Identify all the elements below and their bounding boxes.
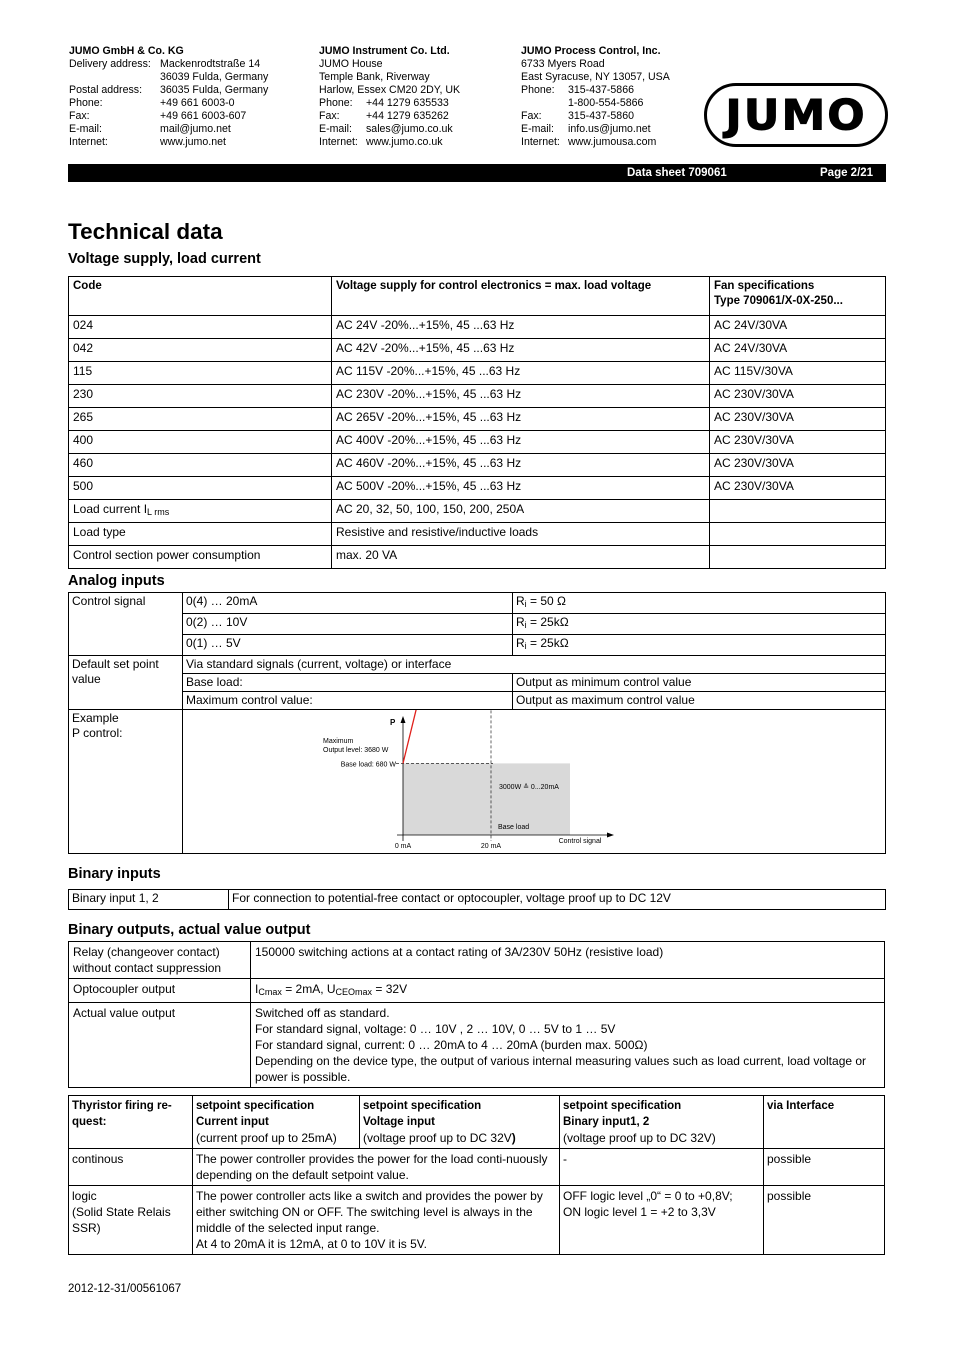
cell-fan: AC 230V/30VA xyxy=(710,454,886,477)
logo-text: JUMO xyxy=(725,90,867,140)
x-axis-arrow xyxy=(607,833,614,838)
header-line: setpoint specification xyxy=(363,1100,482,1112)
label-subscript: L rms xyxy=(147,507,170,517)
fan-title: Fan specifications xyxy=(714,280,815,292)
datasheet-bar xyxy=(68,164,886,182)
opto-sub: CEOmax xyxy=(335,987,373,997)
fax-label: Fax: xyxy=(521,110,542,122)
address-line: 6733 Myers Road xyxy=(521,58,605,70)
address-label: Delivery address: xyxy=(69,58,151,70)
cell-resistance xyxy=(513,593,886,614)
company-name: JUMO Instrument Co. Ltd. xyxy=(319,45,450,57)
header-col-usa xyxy=(521,45,670,149)
cell-default-label: Default set point value xyxy=(69,656,183,710)
datasheet-number: Data sheet 709061 xyxy=(627,167,727,179)
header-line: setpoint specification xyxy=(563,1100,682,1112)
cell-relay-label xyxy=(69,942,251,979)
header-line: Voltage input xyxy=(363,1116,435,1128)
r-symbol: R xyxy=(516,636,525,650)
header-binary-input xyxy=(560,1096,764,1149)
base-load-label: Base load: 680 W xyxy=(340,761,396,769)
cell-load-type-label: Load type xyxy=(69,523,332,546)
header-fan xyxy=(710,277,886,316)
email-value: mail@jumo.net xyxy=(160,123,231,135)
header-line: (voltage proof up to DC 32V) xyxy=(563,1131,716,1145)
cell-logic-interface: possible xyxy=(764,1186,885,1255)
cell-actual-label: Actual value output xyxy=(69,1003,251,1088)
company-name: JUMO GmbH & Co. KG xyxy=(69,45,184,57)
table-row xyxy=(69,692,886,710)
binary-inputs-table xyxy=(68,889,886,910)
address-line: East Syracuse, NY 13057, USA xyxy=(521,71,670,83)
cell-signal: 0(2) … 10V xyxy=(183,614,513,635)
cell-max-label: Maximum control value: xyxy=(183,692,513,710)
header-line: (current proof up to 25mA) xyxy=(196,1131,337,1145)
cell-power-label: Control section power consumption xyxy=(69,546,332,569)
table-row xyxy=(69,614,886,635)
logic-line: OFF logic level „0“ = 0 to +0,8V; xyxy=(563,1189,733,1203)
company-name: JUMO Process Control, Inc. xyxy=(521,45,661,57)
cell-fan: AC 230V/30VA xyxy=(710,385,886,408)
example-line: P control: xyxy=(72,726,123,740)
cell-voltage: AC 265V -20%...+15%, 45 ...63 Hz xyxy=(332,408,710,431)
cell-code: 115 xyxy=(69,362,332,385)
table-row xyxy=(69,593,886,614)
cell-logic-text xyxy=(193,1186,560,1255)
table-row xyxy=(69,385,886,408)
r-value: = 25kΩ xyxy=(526,636,569,650)
table-header xyxy=(69,277,886,316)
logic-line: (Solid State Relais SSR) xyxy=(72,1205,171,1235)
address-value: 36039 Fulda, Germany xyxy=(160,71,269,83)
opto-text: I xyxy=(255,982,259,996)
cell-voltage: AC 460V -20%...+15%, 45 ...63 Hz xyxy=(332,454,710,477)
phone-value: +44 1279 635533 xyxy=(366,97,449,109)
section-analog: Analog inputs xyxy=(68,573,165,589)
cell-continuous-text: The power controller provides the power for the load conti-nuously depending on the default setpoint value. xyxy=(193,1149,560,1186)
internet-value: www.jumo.net xyxy=(160,136,226,148)
example-line: Example xyxy=(72,711,119,725)
table-row xyxy=(69,942,885,979)
cell-resistance xyxy=(513,614,886,635)
cell-code: 024 xyxy=(69,316,332,339)
base-area-label: Base load xyxy=(498,824,530,831)
r-value: = 50 Ω xyxy=(526,594,566,608)
opto-sub: Cmax xyxy=(258,987,282,997)
address-value: Mackenrodtstraße 14 xyxy=(160,58,261,70)
phone-label: Phone: xyxy=(69,97,103,109)
x-axis-label: Control signal xyxy=(558,838,602,845)
r-value: = 25kΩ xyxy=(526,615,569,629)
y-axis-arrow xyxy=(401,716,406,723)
cell-code: 042 xyxy=(69,339,332,362)
fax-value: 315-437-5860 xyxy=(568,110,634,122)
cell-signal: 0(1) … 5V xyxy=(183,635,513,656)
cell-voltage: AC 500V -20%...+15%, 45 ...63 Hz xyxy=(332,477,710,500)
internet-value: www.jumousa.com xyxy=(568,136,657,148)
table-row xyxy=(69,431,886,454)
header-paren: ) xyxy=(511,1131,516,1145)
cell-voltage: AC 42V -20%...+15%, 45 ...63 Hz xyxy=(332,339,710,362)
jumo-logo xyxy=(704,83,888,147)
cell-load-type: Resistive and resistive/inductive loads xyxy=(332,523,710,546)
cell-voltage: AC 115V -20%...+15%, 45 ...63 Hz xyxy=(332,362,710,385)
address-label xyxy=(69,71,160,84)
max-output-label: Maximum xyxy=(323,738,354,745)
cell-binary-value: For connection to potential-free contact or optocoupler, voltage proof up to DC 12V xyxy=(229,890,886,910)
base-load-area xyxy=(403,763,570,835)
cell-empty xyxy=(710,523,886,546)
table-row xyxy=(69,408,886,431)
cell-code: 400 xyxy=(69,431,332,454)
header-firing-request: Thyristor firing re-quest: xyxy=(69,1096,193,1149)
cell-code: 230 xyxy=(69,385,332,408)
email-value: info.us@jumo.net xyxy=(568,123,651,135)
section-voltage: Voltage supply, load current xyxy=(68,251,261,267)
logic-line: logic xyxy=(72,1189,97,1203)
header-line: Current input xyxy=(196,1116,269,1128)
cell-voltage: AC 24V -20%...+15%, 45 ...63 Hz xyxy=(332,316,710,339)
y-axis-label: P xyxy=(390,718,396,727)
cell-continuous-binary: - xyxy=(560,1149,764,1186)
table-row xyxy=(69,979,885,1003)
cell-code: 265 xyxy=(69,408,332,431)
cell-fan: AC 230V/30VA xyxy=(710,408,886,431)
logic-line: At 4 to 20mA it is 12mA, at 0 to 10V it is 5V. xyxy=(196,1237,428,1251)
email-label: E-mail: xyxy=(319,123,352,135)
email-label: E-mail: xyxy=(521,123,554,135)
actual-line: For standard signal, voltage: 0 … 10V , 2 … 10V, 0 … 5V to 1 … 5V xyxy=(255,1022,616,1036)
table-row xyxy=(69,454,886,477)
cell-empty xyxy=(710,500,886,523)
cell-fan: AC 24V/30VA xyxy=(710,316,886,339)
page-number: Page 2/21 xyxy=(820,167,874,179)
cell-example-label xyxy=(69,710,183,854)
header-interface: via Interface xyxy=(764,1096,885,1149)
header-current-input xyxy=(193,1096,360,1149)
table-row xyxy=(69,1186,885,1255)
phone-label xyxy=(521,97,568,110)
opto-text: = 32V xyxy=(372,982,408,996)
header-line: setpoint specification xyxy=(196,1100,315,1112)
fax-label: Fax: xyxy=(319,110,340,122)
section-binary-inputs: Binary inputs xyxy=(68,866,161,882)
postal-value: 36035 Fulda, Germany xyxy=(160,84,269,96)
cell-fan: AC 230V/30VA xyxy=(710,477,886,500)
cell-continuous-interface: possible xyxy=(764,1149,885,1186)
max-output-label: Output level: 3680 W xyxy=(323,747,389,754)
cell-fan: AC 230V/30VA xyxy=(710,431,886,454)
table-header xyxy=(69,1096,885,1149)
cell-code: 460 xyxy=(69,454,332,477)
cell-power: max. 20 VA xyxy=(332,546,710,569)
cell-logic-label xyxy=(69,1186,193,1255)
header-line: (voltage proof up to DC 32V xyxy=(363,1131,512,1145)
cell-voltage: AC 230V -20%...+15%, 45 ...63 Hz xyxy=(332,385,710,408)
internet-label: Internet: xyxy=(319,136,358,148)
opto-text: = 2mA, U xyxy=(281,982,336,996)
table-row xyxy=(69,656,886,674)
cell-base-load-value: Output as minimum control value xyxy=(513,674,886,692)
phone-value: +49 661 6003-0 xyxy=(160,97,235,109)
phone-label: Phone: xyxy=(521,84,555,96)
header-line: Binary input1, 2 xyxy=(563,1116,650,1128)
cell-load-current-label xyxy=(69,500,332,523)
relay-line: Relay (changeover contact) xyxy=(73,945,220,959)
equivalence-label: 3000W ≙ 0...20mA xyxy=(499,784,559,791)
cell-opto-label: Optocoupler output xyxy=(69,979,251,1003)
table-row xyxy=(69,362,886,385)
cell-logic-binary xyxy=(560,1186,764,1255)
fan-type: Type 709061/X-0X-250... xyxy=(714,295,843,307)
phone-value: 315-437-5866 xyxy=(568,84,634,96)
table-row xyxy=(69,1003,885,1088)
series-line xyxy=(403,710,513,763)
address-line: Temple Bank, Riverway xyxy=(319,71,430,83)
actual-line: Depending on the device type, the output of various internal measuring values such as load current, load voltage or power is possible. xyxy=(255,1054,867,1084)
table-row xyxy=(69,500,886,523)
cell-opto-value xyxy=(251,979,885,1003)
postal-label: Postal address: xyxy=(69,84,143,96)
table-row xyxy=(69,477,886,500)
address-line: Harlow, Essex CM20 2DY, UK xyxy=(319,84,461,96)
cell-max-value: Output as maximum control value xyxy=(513,692,886,710)
phone-value: 1-800-554-5866 xyxy=(568,97,644,109)
fax-value: +44 1279 635262 xyxy=(366,110,449,122)
logic-line: The power controller acts like a switch and provides the power by either switching ON or OFF. The switching level is always in the middle of the selected input range. xyxy=(196,1189,543,1235)
binary-outputs-table xyxy=(68,941,885,1088)
internet-label: Internet: xyxy=(521,136,560,148)
table-row xyxy=(69,635,886,656)
page-title: Technical data xyxy=(68,219,223,244)
header-voltage: Voltage supply for control electronics = max. load voltage xyxy=(332,277,710,316)
x-tick-label: 0 mA xyxy=(394,843,412,850)
cell-resistance xyxy=(513,635,886,656)
actual-line: Switched off as standard. xyxy=(255,1006,390,1020)
internet-value: www.jumo.co.uk xyxy=(366,136,443,148)
table-row xyxy=(69,890,886,910)
footer-date-code: 2012-12-31/00561067 xyxy=(68,1283,182,1295)
logic-line: ON logic level 1 = +2 to 3,3V xyxy=(563,1205,716,1219)
email-value: sales@jumo.co.uk xyxy=(366,123,453,135)
cell-default-value: Via standard signals (current, voltage) or interface xyxy=(183,656,886,674)
cell-binary-label: Binary input 1, 2 xyxy=(69,890,229,910)
cell-empty xyxy=(710,546,886,569)
cell-voltage: AC 400V -20%...+15%, 45 ...63 Hz xyxy=(332,431,710,454)
email-label: E-mail: xyxy=(69,123,102,135)
label-text: Load current I xyxy=(73,502,148,516)
table-row xyxy=(69,339,886,362)
p-control-chart xyxy=(183,710,883,852)
cell-relay-value: 150000 switching actions at a contact rating of 3A/230V 50Hz (resistive load) xyxy=(251,942,885,979)
r-symbol: R xyxy=(516,615,525,629)
cell-fan: AC 24V/30VA xyxy=(710,339,886,362)
cell-fan: AC 115V/30VA xyxy=(710,362,886,385)
cell-code: 500 xyxy=(69,477,332,500)
internet-label: Internet: xyxy=(69,136,108,148)
cell-load-current: AC 20, 32, 50, 100, 150, 200, 250A xyxy=(332,500,710,523)
fax-label: Fax: xyxy=(69,110,90,122)
cell-signal: 0(4) … 20mA xyxy=(183,593,513,614)
fax-value: +49 661 6003-607 xyxy=(160,110,247,122)
header-voltage-input xyxy=(360,1096,560,1149)
header-code: Code xyxy=(69,277,332,316)
relay-line: without contact suppression xyxy=(73,961,222,975)
table-row xyxy=(69,316,886,339)
cell-continuous-label: continous xyxy=(69,1149,193,1186)
x-tick-label: 20 mA xyxy=(480,843,502,850)
header-col-uk xyxy=(319,45,460,149)
voltage-table xyxy=(68,276,886,569)
section-binary-outputs: Binary outputs, actual value output xyxy=(68,922,311,938)
table-row xyxy=(69,1149,885,1186)
cell-actual-value xyxy=(251,1003,885,1088)
r-sub: i xyxy=(524,641,527,651)
table-row xyxy=(69,523,886,546)
r-sub: i xyxy=(524,599,527,609)
r-symbol: R xyxy=(516,594,525,608)
table-row xyxy=(69,674,886,692)
address-line: JUMO House xyxy=(319,58,383,70)
thyristor-table xyxy=(68,1095,885,1255)
phone-label: Phone: xyxy=(319,97,353,109)
cell-base-load-label: Base load: xyxy=(183,674,513,692)
header-col-germany xyxy=(69,45,268,149)
r-sub: i xyxy=(524,620,527,630)
table-row xyxy=(69,546,886,569)
cell-control-signal-label: Control signal xyxy=(69,593,183,656)
actual-line: For standard signal, current: 0 … 20mA to 4 … 20mA (burden max. 500Ω) xyxy=(255,1038,648,1052)
